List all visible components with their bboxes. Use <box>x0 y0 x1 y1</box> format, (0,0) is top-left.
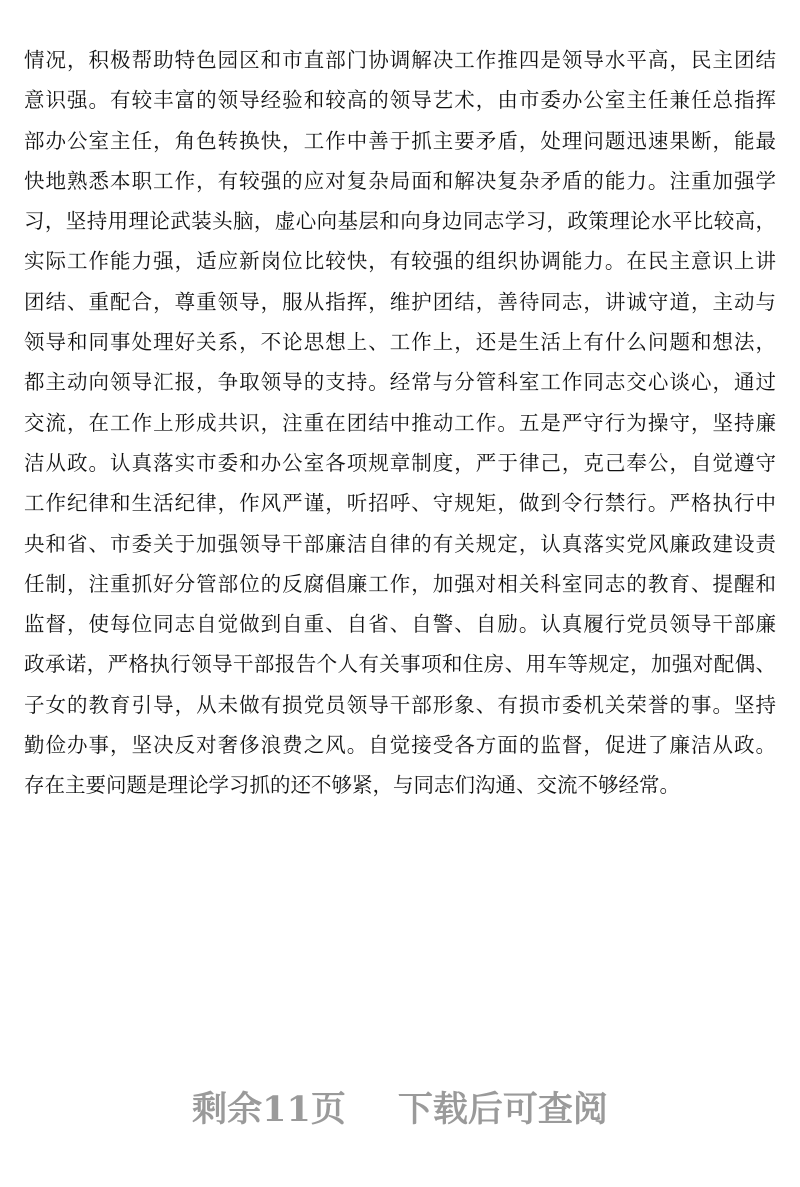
text-line: 意识强。有较丰富的领导经验和较高的领导艺术，由市委办公室主任兼任总指挥 <box>24 88 776 113</box>
document-body <box>24 40 776 806</box>
text-line: 勤俭办事，坚决反对奢侈浪费之风。自觉接受各方面的监督，促进了廉洁从政。 <box>24 733 776 758</box>
text-line: 工作纪律和生活纪律，作风严谨，听招呼、守规矩，做到令行禁行。严格执行中 <box>24 491 776 516</box>
text-line: 实际工作能力强，适应新岗位比较快，有较强的组织协调能力。在民主意识上讲 <box>24 249 776 274</box>
text-line: 交流，在工作上形成共识，注重在团结中推动工作。五是严守行为操守，坚持廉 <box>24 410 776 435</box>
text-line: 央和省、市委关于加强领导干部廉洁自律的有关规定，认真落实党风廉政建设责 <box>24 531 776 556</box>
text-line: 政承诺，严格执行领导干部报告个人有关事项和住房、用车等规定，加强对配偶、 <box>24 652 776 677</box>
text-line: 任制，注重抓好分管部位的反腐倡廉工作，加强对相关科室同志的教育、提醒和 <box>24 571 776 596</box>
text-line: 快地熟悉本职工作，有较强的应对复杂局面和解决复杂矛盾的能力。注重加强学 <box>24 168 776 193</box>
download-hint-label: 下载后可查阅 <box>397 1089 608 1130</box>
text-line: 监督，使每位同志自觉做到自重、自省、自警、自励。认真履行党员领导干部廉 <box>24 612 776 637</box>
remaining-pages-banner[interactable] <box>0 1085 800 1135</box>
text-line: 情况，积极帮助特色园区和市直部门协调解决工作推四是领导水平高，民主团结 <box>24 48 776 72</box>
remaining-pages-label: 剩余11页 <box>192 1089 346 1130</box>
text-line: 习，坚持用理论武装头脑，虚心向基层和向身边同志学习，政策理论水平比较高， <box>24 209 776 234</box>
text-line: 领导和同事处理好关系，不论思想上、工作上，还是生活上有什么问题和想法， <box>24 330 776 355</box>
text-line: 团结、重配合，尊重领导，服从指挥，维护团结，善待同志，讲诚守道，主动与 <box>24 289 776 314</box>
text-line: 洁从政。认真落实市委和办公室各项规章制度，严于律己，克己奉公，自觉遵守 <box>24 450 776 475</box>
text-line: 存在主要问题是理论学习抓的还不够紧，与同志们沟通、交流不够经常。 <box>24 773 680 798</box>
text-line: 都主动向领导汇报，争取领导的支持。经常与分管科室工作同志交心谈心，通过 <box>24 370 776 395</box>
text-line: 子女的教育引导，从未做有损党员领导干部形象、有损市委机关荣誉的事。坚持 <box>24 692 776 717</box>
text-line: 部办公室主任，角色转换快，工作中善于抓主要矛盾，处理问题迅速果断，能最 <box>24 128 776 153</box>
